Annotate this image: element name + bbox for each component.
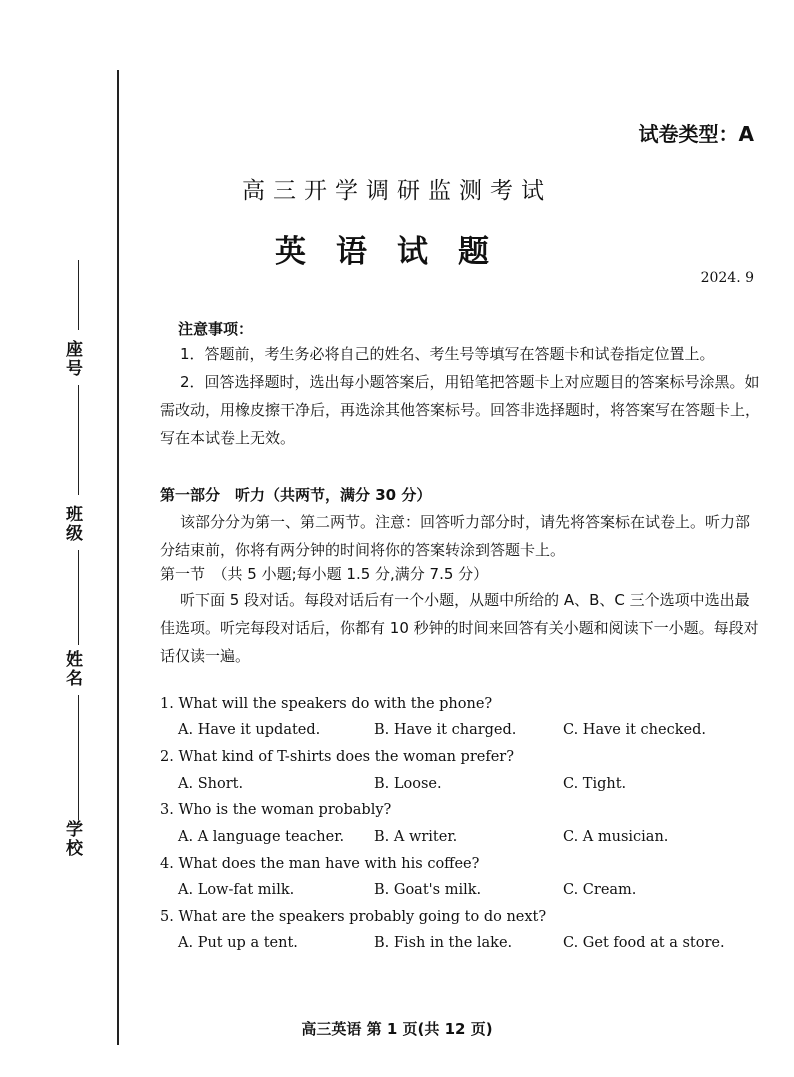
paper-type: 试卷类型：A [638, 122, 754, 146]
part1-heading: 第一部分 听力（共两节，满分 30 分） [160, 486, 432, 504]
q2-option-b: B. Loose. [374, 776, 442, 792]
school-label: 学校 [62, 820, 82, 858]
q4-option-c: C. Cream. [563, 882, 637, 898]
notice-item-1: 1．答题前，考生务必将自己的姓名、考生号等填写在答题卡和试卷指定位置上。 [180, 345, 715, 363]
exam-title: 高三开学调研监测考试 [242, 178, 552, 204]
q3-option-b: B. A writer. [374, 829, 458, 845]
q1-option-b: B. Have it charged. [374, 722, 517, 738]
q5-option-a: A. Put up a tent. [178, 935, 298, 951]
name-field-rule [78, 550, 79, 645]
class-field-rule [78, 385, 79, 495]
q3-option-c: C. A musician. [563, 829, 669, 845]
q5-option-b: B. Fish in the lake. [374, 935, 513, 951]
class-label: 班级 [62, 505, 82, 543]
binding-line [117, 70, 119, 1045]
q2-option-a: A. Short. [178, 776, 244, 792]
q1-option-c: C. Have it checked. [563, 722, 706, 738]
q1-option-a: A. Have it updated. [178, 722, 321, 738]
subject-title: 英语试题 [275, 234, 519, 270]
q3-option-a: A. A language teacher. [178, 829, 345, 845]
section1-heading: 第一节 （共 5 小题;每小题 1.5 分,满分 7.5 分） [160, 565, 489, 583]
name-label: 姓名 [62, 650, 82, 688]
q5-option-c: C. Get food at a store. [563, 935, 725, 951]
school-field-rule [78, 695, 79, 820]
q2-option-c: C. Tight. [563, 776, 627, 792]
part1-intro: 该部分分为第一、第二两节。注意：回答听力部分时，请先将答案标在试卷上。听力部分结束前，你将有两分钟的时间将你的答案转涂到答题卡上。 [160, 513, 751, 559]
question-3: 3. Who is the woman probably? [160, 802, 392, 818]
question-5: 5. What are the speakers probably going to do next? [160, 909, 547, 925]
question-4: 4. What does the man have with his coffee? [160, 856, 480, 872]
question-1: 1. What will the speakers do with the phone? [160, 696, 493, 712]
section1-intro: 听下面 5 段对话。每段对话后有一个小题，从题中所给的 A、B、C 三个选项中选出最佳选项。听完每段对话后，你都有 10 秒钟的时间来回答有关小题和阅读下一小题。每段对话仅读一遍。 [160, 591, 759, 665]
page-footer: 高三英语 第 1 页(共 12 页) [301, 1020, 493, 1038]
exam-date: 2024. 9 [700, 270, 754, 286]
notice-item-2: 2．回答选择题时，选出每小题答案后，用铅笔把答题卡上对应题目的答案标号涂黑。如需改动，用橡皮擦干净后，再选涂其他答案标号。回答非选择题时，将答案写在答题卡上，写在本试卷上无效。 [160, 373, 761, 447]
q4-option-a: A. Low-fat milk. [178, 882, 295, 898]
question-2: 2. What kind of T-shirts does the woman prefer? [160, 749, 514, 765]
notice-heading: 注意事项： [178, 320, 254, 338]
q4-option-b: B. Goat's milk. [374, 882, 482, 898]
seat-label: 座号 [62, 340, 82, 378]
